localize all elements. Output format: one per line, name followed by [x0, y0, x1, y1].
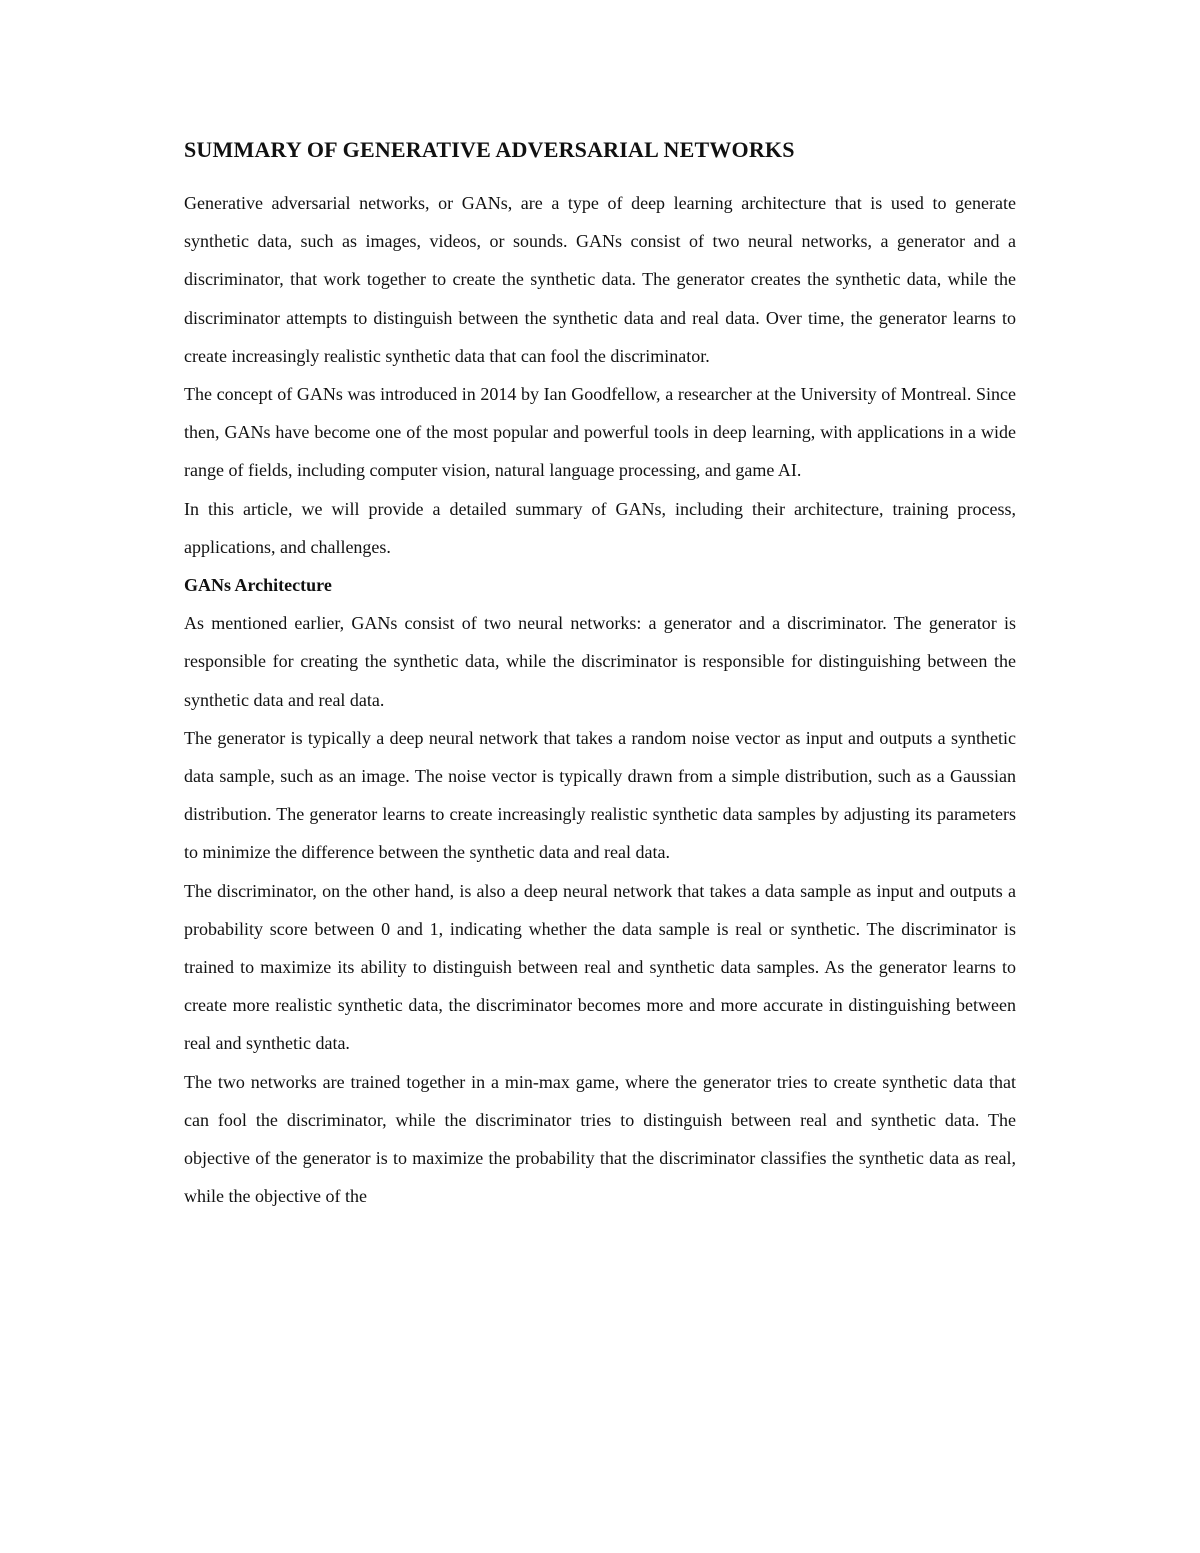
section-heading-architecture: GANs Architecture [184, 575, 332, 596]
architecture-paragraph-1: As mentioned earlier, GANs consist of two neural networks: a generator and a discriminator. The generator is responsible for creating the synthetic data, while the discriminator is responsible for distinguishing between the synthetic data and real data. [184, 613, 1016, 710]
intro-paragraph-3: In this article, we will provide a detailed summary of GANs, including their architecture, training process, applications, and challenges. [184, 498, 1016, 557]
intro-paragraph-1: Generative adversarial networks, or GANs, are a type of deep learning architecture that is used to generate synthetic data, such as images, videos, or sounds. GANs consist of two neural networks, a generator and a discriminator, that work together to create the synthetic data. The generator creates the synthetic data, while the discriminator attempts to distinguish between the synthetic data and real data. Over time, the generator learns to create increasingly realistic synthetic data that can fool the discriminator. [184, 193, 1016, 366]
document-title: SUMMARY OF GENERATIVE ADVERSARIAL NETWORKS [184, 137, 795, 162]
architecture-paragraph-4: The two networks are trained together in a min-max game, where the generator tries to create synthetic data that can fool the discriminator, while the discriminator tries to distinguish between real and synthetic data. The objective of the generator is to maximize the probability that the discriminator classifies the synthetic data as real, while the objective of the [184, 1071, 1016, 1207]
architecture-paragraph-2: The generator is typically a deep neural network that takes a random noise vector as input and outputs a synthetic data sample, such as an image. The noise vector is typically drawn from a simple distribution, such as a Gaussian distribution. The generator learns to create increasingly realistic synthetic data samples by adjusting its parameters to minimize the difference between the synthetic data and real data. [184, 727, 1016, 863]
architecture-paragraph-3: The discriminator, on the other hand, is also a deep neural network that takes a data sample as input and outputs a probability score between 0 and 1, indicating whether the data sample is real or synthetic. The discriminator is trained to maximize its ability to distinguish between real and synthetic data samples. As the generator learns to create more realistic synthetic data, the discriminator becomes more and more accurate in distinguishing between real and synthetic data. [184, 880, 1016, 1054]
document-body [184, 134, 1016, 1215]
intro-paragraph-2: The concept of GANs was introduced in 2014 by Ian Goodfellow, a researcher at the University of Montreal. Since then, GANs have become one of the most popular and powerful tools in deep learning, with applications in a wide range of fields, including computer vision, natural language processing, and game AI. [184, 384, 1016, 481]
